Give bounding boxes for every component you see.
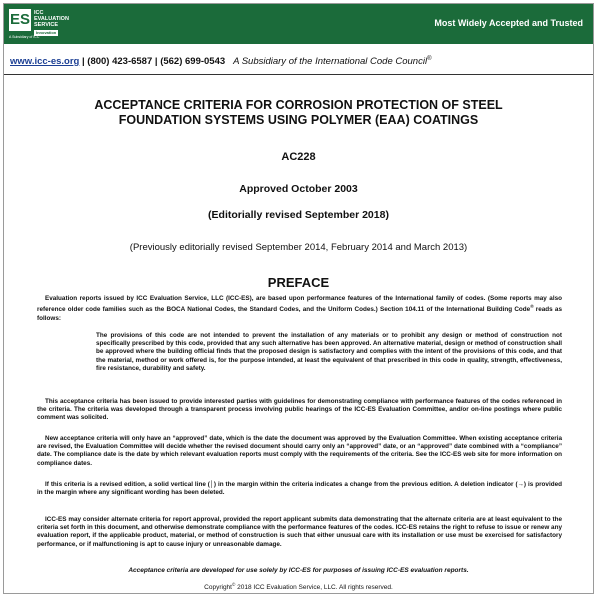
preface-paragraph-3: New acceptance criteria will only have an “approved” date, which is the date the document was approved by the Evaluation Committee. When existing acceptance criteria are revised, the Evaluation Committee will decide whether the revised document should carry only an “approved” date, or an “approved” date combined with a “compliance” date. The compliance date is the date by which relevant evaluation reports must comply with the requirements of the criteria. See the ICC-ES web site for more information on compliance dates. (37, 435, 562, 467)
copyright-post: 2018 ICC Evaluation Service, LLC. All rights reserved. (235, 584, 393, 592)
phone-2: (562) 699-0543 (160, 56, 226, 68)
copyright (4, 582, 593, 591)
website-link[interactable]: www.icc-es.org (10, 56, 80, 68)
preface-paragraph-5: ICC-ES may consider alternate criteria for report approval, provided the report applicant submits data demonstrating that the alternate criteria are at least equivalent to the criteria set forth in this document, and otherwise demonstrate compliance with the performance features of the codes. ICC-ES retains the right to refuse to issue or renew any evaluation report, if the applicable product, material, or method of construction is such that either unusual care with its installation or use must be exercised for satisfactory performance, or if malfunctioning is apt to cause injury or unreasonable damage. (37, 516, 562, 548)
icc-es-logo (9, 8, 101, 40)
document-page (3, 3, 594, 594)
copyright-pre: Copyright (204, 584, 232, 592)
copyright-mark: © (231, 582, 236, 587)
header-rule (4, 74, 593, 75)
code-quote: The provisions of this code are not intended to prevent the installation of any materials or to prohibit any design or method of construction not specifically prescribed by this code, provided that any such alternative has been approved. An alternative material, design or method of construction shall be approved where the building official finds that the proposed design is satisfactory and complies with the intent of the provisions of this code, and that the material, method or work offered is, for the purpose intended, at least the equivalent of that prescribed in this code in quality, strength, effectiveness, fire resistance, durability and safety. (96, 332, 562, 372)
final-note: Acceptance criteria are developed for use solely by ICC-ES for purposes of issuing ICC-ES evaluation reports. (128, 567, 469, 574)
registered-mark: ® (427, 56, 432, 62)
title-line-2: FOUNDATION SYSTEMS USING POLYMER (EAA) COATINGS (118, 113, 479, 127)
criteria-code: AC228 (281, 151, 316, 163)
previous-revisions: (Previously editorially revised September 2014, February 2014 and March 2013) (129, 242, 468, 253)
logo-mark: ES (9, 9, 31, 31)
preface-paragraph-2: This acceptance criteria has been issued to provide interested parties with guidelines for demonstrating compliance with performance features of the codes referenced in the criteria. The criteria was developed through a transparent process involving public hearings of the ICC-ES Evaluation Committee, and/or on-line postings where public comment was solicited. (37, 398, 562, 422)
preface-paragraph-4: If this criteria is a revised edition, a solid vertical line (│) in the margin within the criteria indicates a change from the previous edition. A deletion indicator (→) is provided in the margin where any significant wording has been deleted. (37, 481, 562, 497)
separator: | (152, 56, 161, 68)
subsidiary-text: A Subsidiary of the International Code Council (233, 56, 428, 68)
document-title (4, 98, 593, 128)
logo-line-3: SERVICE (34, 22, 59, 28)
p1-text: Evaluation reports issued by ICC Evaluation Service, LLC (ICC-ES), are based upon performance features of the International family of codes. (Some reports may also reference older code families such as the BOCA National Codes, the Standard Codes, and the Uniform Codes.) Section 104.11 of the International Building Code (37, 295, 562, 314)
approved-date: Approved October 2003 (239, 183, 358, 195)
logo-line-2: EVALUATION (34, 16, 69, 22)
preface-heading: PREFACE (267, 275, 330, 290)
header-bar (4, 4, 593, 44)
revised-date: (Editorially revised September 2018) (208, 209, 389, 221)
title-line-1: ACCEPTANCE CRITERIA FOR CORROSION PROTECTION OF STEEL (94, 98, 503, 112)
p1-reg: ® (530, 304, 534, 310)
contact-row (4, 48, 593, 70)
preface-paragraph-1 (37, 295, 562, 323)
logo-line-1: ICC (34, 10, 44, 16)
header-tagline: Most Widely Accepted and Trusted (434, 18, 583, 28)
phone-1: (800) 423-6587 (87, 56, 153, 68)
logo-foot: A Subsidiary of ICC (9, 35, 40, 39)
separator: | (79, 56, 88, 68)
p1-end: reads as follows: (37, 306, 562, 322)
logo-tag: Innovation (36, 30, 57, 35)
